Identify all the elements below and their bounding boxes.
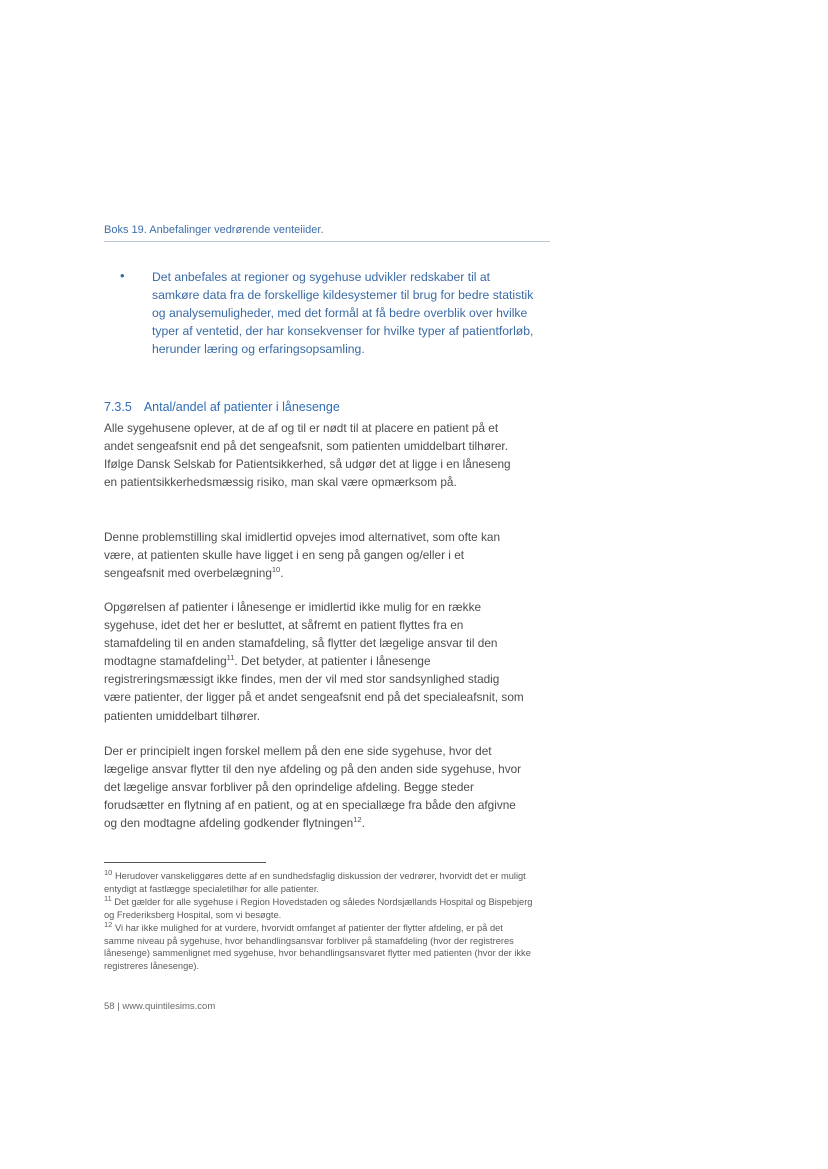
section-title: Antal/andel af patienter i lånesenge bbox=[143, 400, 340, 414]
page-footer bbox=[104, 1001, 215, 1012]
paragraph-3 bbox=[104, 598, 524, 725]
footnote-ref-10: 10 bbox=[271, 565, 281, 575]
box-caption: Boks 19. Anbefalinger vedrørende venteiider. bbox=[104, 224, 324, 236]
footnote-text: Herudover vanskeliggøres dette af en sundhedsfaglig diskussion der vedrører, hvorvidt det er muligt entydigt at fastlægge specialetilhør for alle patienter. bbox=[104, 871, 526, 894]
paragraph-2 bbox=[104, 528, 524, 582]
bullet-dot-icon: • bbox=[120, 268, 125, 283]
paragraph-2-end: . bbox=[280, 566, 284, 581]
paragraph-3-text-b: . Det betyder, at patienter i lånesenge registreringsmæssigt ikke findes, men der vil med stor sandsynlighed stadig være patienter, der ligger på et andet sengeafsnit end på det specialeafsnit, som patienten umiddelbart tilhører. bbox=[104, 654, 524, 723]
paragraph-4-end: . bbox=[361, 816, 365, 831]
page-number: 58 bbox=[104, 1001, 115, 1012]
paragraph-2-text: Denne problemstilling skal imidlertid opvejes imod alternativet, som ofte kan være, at patienten skulle have ligget i en seng på gangen og/eller i et sengeafsnit med overbelægning bbox=[104, 530, 501, 581]
footnote-number: 11 bbox=[104, 893, 112, 903]
paragraph-4-text: Der er principielt ingen forskel mellem på den ene side sygehuse, hvor det lægelige ansvar flytter til den nye afdeling og på den anden side sygehuse, hvor det lægelige ansvar forbliver på den oprindelige afdeling. Begge steder forudsætter en flytning af en patient, og at en speciallæge fra både den afgivne og den modtagne afdeling godkender flytningen bbox=[104, 744, 522, 831]
footnote-number: 12 bbox=[104, 919, 113, 929]
footer-url: www.quintilesims.com bbox=[122, 1001, 216, 1012]
footnotes bbox=[104, 867, 534, 973]
paragraph-3-text-a: Opgørelsen af patienter i lånesenge er imidlertid ikke mulig for en række sygehuse, idet det her er besluttet, at såfremt en patient flyttes fra en stamafdeling til en anden stamafdeling, så flytter det lægelige ansvar til den modtagne stamafdeling bbox=[104, 600, 498, 669]
section-number: 7.3.5 bbox=[104, 400, 132, 414]
recommendation-bullet bbox=[120, 268, 540, 358]
footnote-11 bbox=[104, 893, 534, 922]
footnote-text: Vi har ikke mulighed for at vurdere, hvorvidt omfanget af patienter der flytter afdeling, er på det samme niveau på sygehuse, hvor behandlingsansvar forbliver på stamafdeling (hvor der registreres lånesenge) sammenlignet med sygehuse, hvor behandlingsansvaret flytter med patienten (hvor der ikke registreres lånesenge). bbox=[104, 922, 531, 972]
footnote-number: 10 bbox=[104, 867, 113, 877]
paragraph-4 bbox=[104, 742, 524, 832]
recommendation-text: Det anbefales at regioner og sygehuse udvikler redskaber til at samkøre data fra de forskellige kildesystemer til brug for bedre statistik og analysemuligheder, med det formål at få bedre overblik over hvilke typer af ventetid, der har konsekvenser for hvilke typer af patientforløb, herunder læring og erfaringsopsamling. bbox=[152, 270, 534, 357]
section-heading bbox=[104, 400, 340, 414]
footnote-10 bbox=[104, 867, 534, 896]
footnote-12 bbox=[104, 919, 534, 974]
footnote-divider bbox=[104, 862, 266, 863]
footnote-ref-12: 12 bbox=[353, 815, 362, 825]
footnote-ref-11: 11 bbox=[226, 653, 235, 663]
footer-separator: | bbox=[117, 1001, 120, 1012]
footnote-text: Det gælder for alle sygehuse i Region Hovedstaden og således Nordsjællands Hospital og Bispebjerg og Frederiksberg Hospital, som vi besøgte. bbox=[104, 896, 533, 920]
paragraph-1: Alle sygehusene oplever, at de af og til er nødt til at placere en patient på et andet sengeafsnit end på det sengeafsnit, som patienten umiddelbart tilhører. Ifølge Dansk Selskab for Patientsikkerhed, så udgør det at ligge i en låneseng en patientsikkerhedsmæssig risiko, man skal være opmærksom på. bbox=[104, 421, 511, 490]
box-divider bbox=[104, 241, 550, 242]
